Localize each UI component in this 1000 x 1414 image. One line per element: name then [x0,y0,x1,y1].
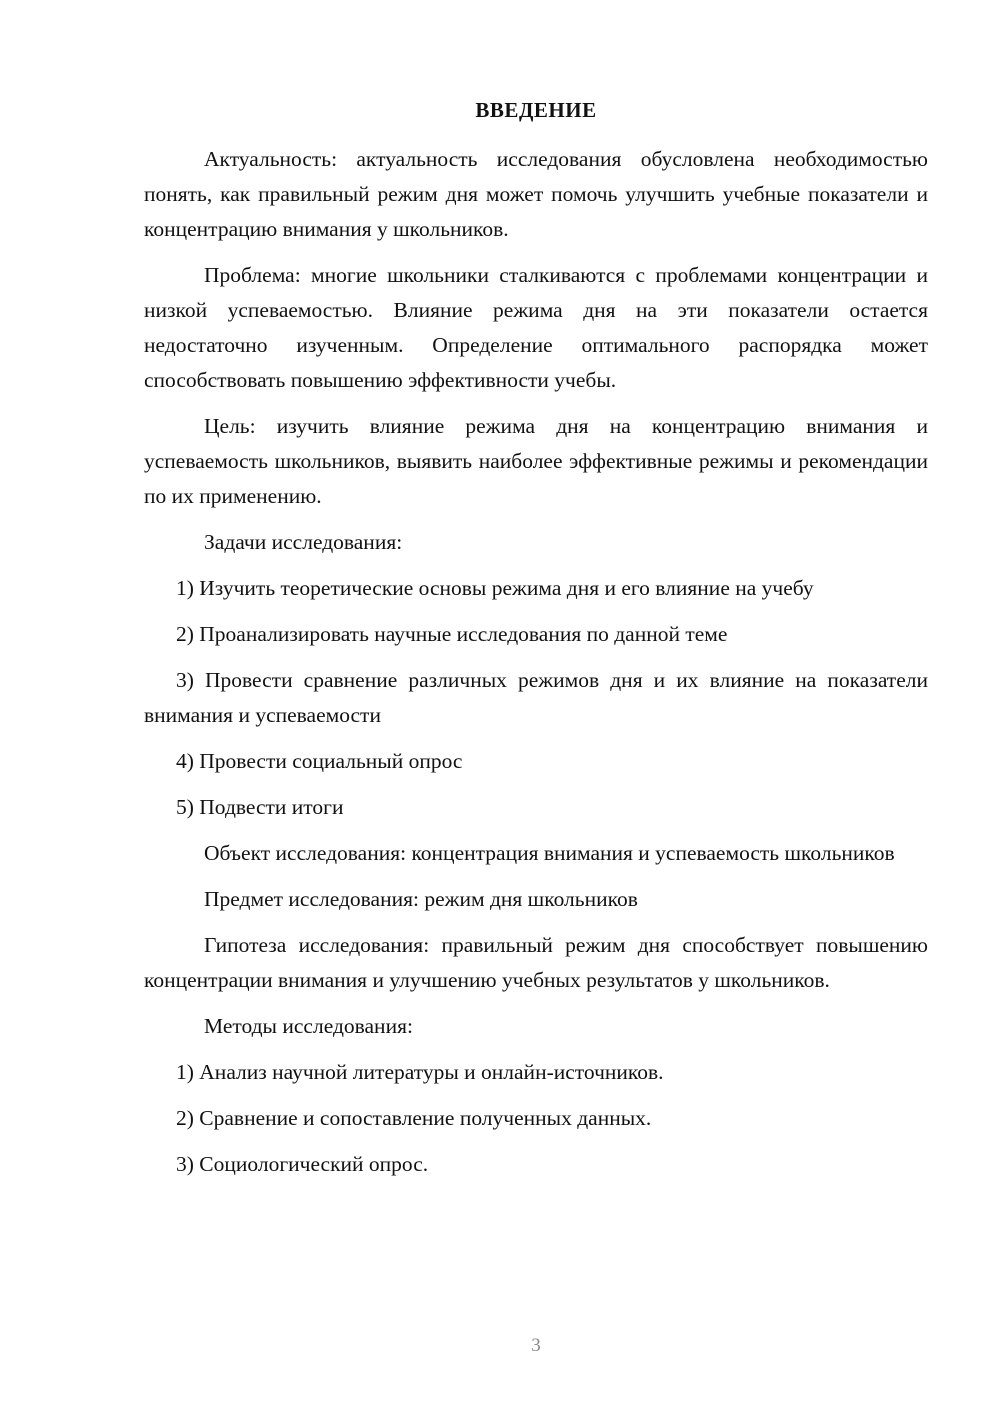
object-paragraph: Объект исследования: концентрация внимания и успеваемость школьников [204,841,895,865]
page-number: 3 [531,1335,541,1356]
goal-paragraph: Цель: изучить влияние режима дня на концентрацию внимания и успеваемость школьников, выявить наиболее эффективные режимы и рекомендации по их применению. [144,414,928,508]
task-item-4: 4) Провести социальный опрос [176,749,463,773]
methods-heading: Методы исследования: [204,1014,413,1038]
page-title: ВВЕДЕНИЕ [475,98,597,122]
hypothesis-paragraph: Гипотеза исследования: правильный режим дня способствует повышению концентрации внимания и улучшению учебных результатов у школьников. [144,933,928,992]
subject-paragraph: Предмет исследования: режим дня школьников [204,887,638,911]
page-body [144,142,928,1193]
task-item-2: 2) Проанализировать научные исследования по данной теме [176,622,728,646]
tasks-heading: Задачи исследования: [204,530,403,554]
relevance-paragraph: Актуальность: актуальность исследования обусловлена необходимостью понять, как правильный режим дня может помочь улучшить учебные показатели и концентрацию внимания у школьников. [144,147,928,241]
method-item-3: 3) Социологический опрос. [176,1152,429,1176]
task-item-3: 3) Провести сравнение различных режимов дня и их влияние на показатели внимания и успеваемости [144,668,928,727]
task-item-1: 1) Изучить теоретические основы режима дня и его влияние на учебу [176,576,814,600]
problem-paragraph: Проблема: многие школьники сталкиваются с проблемами концентрации и низкой успеваемостью. Влияние режима дня на эти показатели остается недостаточно изученным. Определение оптимального распорядка может способствовать повышению эффективности учебы. [144,263,928,392]
method-item-2: 2) Сравнение и сопоставление полученных данных. [176,1106,652,1130]
method-item-1: 1) Анализ научной литературы и онлайн-источников. [176,1060,664,1084]
task-item-5: 5) Подвести итоги [176,795,344,819]
